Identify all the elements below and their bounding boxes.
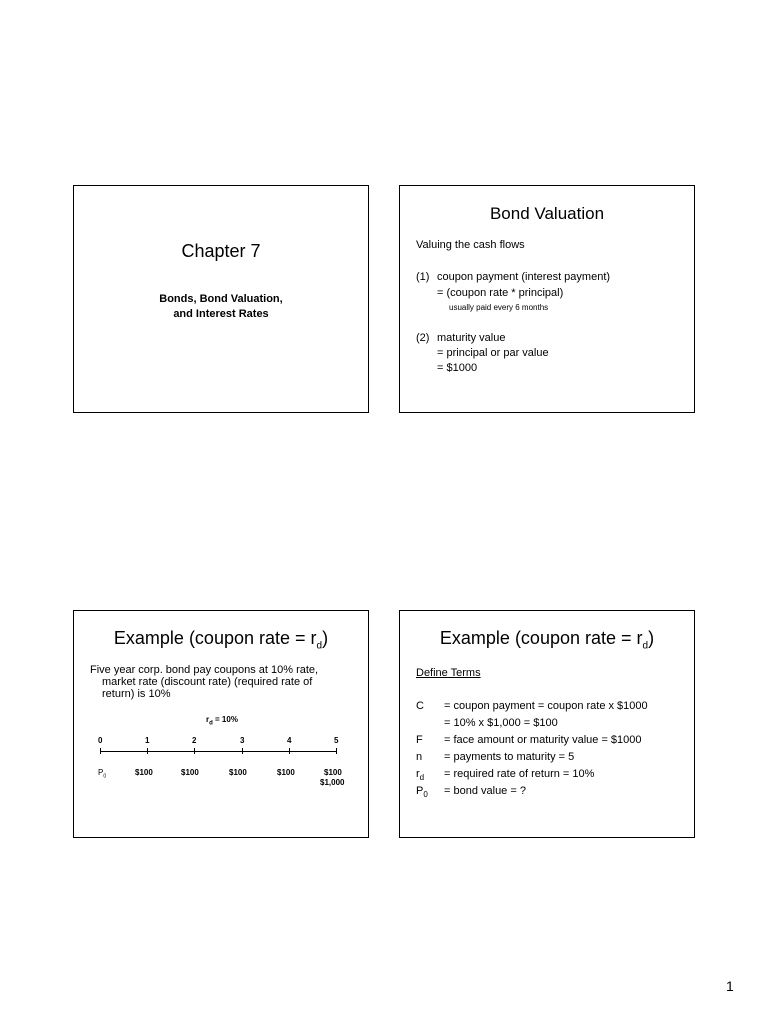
term-value: = required rate of return = 10% — [444, 768, 595, 780]
term-key — [416, 785, 428, 799]
period-0: 0 — [98, 736, 103, 745]
rd-letter: r — [416, 768, 420, 780]
item1-sub: = (coupon rate * principal) — [437, 287, 564, 299]
term-value: = payments to maturity = 5 — [444, 751, 575, 763]
term-key: C — [416, 700, 424, 712]
period-2: 2 — [192, 736, 197, 745]
slide-chapter-title — [73, 185, 369, 413]
term-key: n — [416, 751, 423, 763]
item2-sub1: = principal or par value — [437, 347, 549, 359]
title-subscript: d — [642, 640, 649, 652]
period-5: 5 — [334, 736, 339, 745]
slide-title — [74, 628, 368, 652]
p0-label — [98, 768, 106, 780]
rate-label — [206, 715, 238, 727]
final-value: $1,000 — [320, 778, 345, 787]
slide-title — [400, 628, 694, 652]
p0-letter: P — [98, 768, 104, 777]
description-line-2: market rate (discount rate) (required rate of — [102, 676, 313, 688]
term-value: = bond value = ? — [444, 785, 526, 797]
timeline-tick — [147, 748, 148, 754]
intro-text: Valuing the cash flows — [416, 239, 525, 251]
timeline-tick — [336, 748, 337, 754]
chapter-subtitle — [74, 292, 368, 322]
cashflow-5: $100 — [324, 768, 342, 777]
item1-number: (1) — [416, 271, 430, 283]
term-value: = face amount or maturity value = $1000 — [444, 734, 642, 746]
item1-text: coupon payment (interest payment) — [437, 271, 611, 283]
period-4: 4 — [287, 736, 292, 745]
term-key — [416, 768, 424, 782]
cashflow-3: $100 — [229, 768, 247, 777]
p0-sub: 0 — [423, 790, 428, 800]
cashflow-1: $100 — [135, 768, 153, 777]
slide-example-timeline — [73, 610, 369, 838]
rate-sub: d — [209, 720, 213, 727]
title-text: Example (coupon rate = r — [113, 628, 317, 648]
item2-number: (2) — [416, 332, 430, 344]
chapter-title: Chapter 7 — [181, 241, 261, 261]
slide-title: Bond Valuation — [489, 204, 605, 223]
title-end: ) — [322, 628, 329, 648]
timeline-axis — [100, 751, 337, 752]
description-line-3: return) is 10% — [102, 688, 171, 700]
rate-value: = 10% — [212, 715, 238, 724]
p0-letter: P — [416, 785, 424, 797]
term-value: = coupon payment = coupon rate x $1000 — [444, 700, 648, 712]
rd-sub: d — [419, 773, 425, 783]
description-line-1: Five year corp. bond pay coupons at 10% rate, — [90, 664, 319, 676]
subtitle-line-1: Bonds, Bond Valuation, — [159, 293, 283, 305]
title-text: Example (coupon rate = r — [439, 628, 643, 648]
slide-define-terms — [399, 610, 695, 838]
subtitle-line-2: and Interest Rates — [173, 308, 269, 320]
page-number: 1 — [726, 978, 734, 994]
term-key: F — [416, 734, 423, 746]
example-description — [90, 664, 318, 700]
item1-note: usually paid every 6 months — [449, 303, 549, 312]
title-subscript: d — [316, 640, 323, 652]
p0-sub: 0 — [103, 773, 107, 780]
period-3: 3 — [240, 736, 245, 745]
define-terms-heading: Define Terms — [416, 667, 481, 679]
term-value: = 10% x $1,000 = $100 — [444, 717, 558, 729]
slide-bond-valuation — [399, 185, 695, 413]
title-end: ) — [648, 628, 655, 648]
timeline-tick — [242, 748, 243, 754]
cashflow-2: $100 — [181, 768, 199, 777]
timeline-tick — [289, 748, 290, 754]
item2-sub2: = $1000 — [437, 362, 478, 374]
timeline-tick — [194, 748, 195, 754]
cashflow-4: $100 — [277, 768, 295, 777]
rate-r: r — [206, 715, 210, 724]
period-1: 1 — [145, 736, 150, 745]
item2-text: maturity value — [437, 332, 506, 344]
timeline-tick — [100, 748, 101, 754]
